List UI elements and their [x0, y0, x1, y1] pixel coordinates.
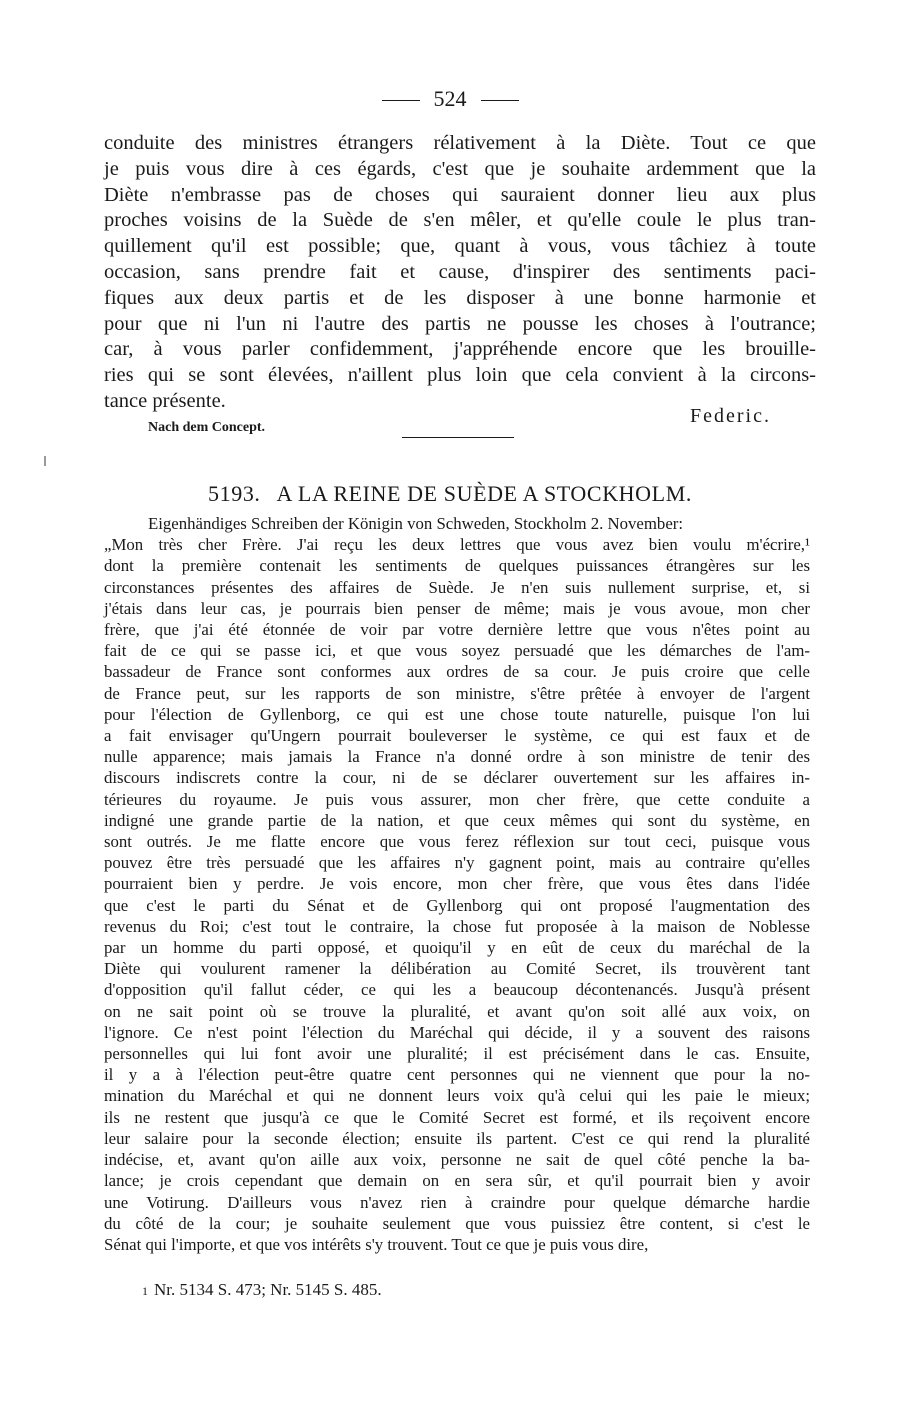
text-line: dont la première contenait les sentiments de quelques puissances étrangères sur les	[104, 556, 810, 576]
text-line: revenus du Roi; c'est tout le contraire, la chose fut proposée à la maison de Noblesse	[104, 916, 810, 936]
text-line: térieures du royaume. Je puis vous assurer, mon cher frère, que cette conduite a	[104, 789, 810, 809]
text-line: leur salaire pour la seconde élection; ensuite ils partent. C'est ce qui rend la pluralité	[104, 1128, 810, 1148]
text-line: pour que ni l'un ni l'autre des partis ne pousse les choses à l'outrance;	[104, 312, 816, 335]
footnote	[142, 1280, 382, 1300]
header-dash-right	[481, 100, 519, 101]
text-line: je puis vous dire à ces égards, c'est que je souhaite ardemment que la	[104, 157, 816, 180]
text-line: une Votirung. D'ailleurs vous n'avez rien à craindre pour quelque démarche hardie	[104, 1192, 810, 1212]
text-line: fiques aux deux partis et de les disposer à une bonne harmonie et	[104, 286, 816, 309]
footnote-text: Nr. 5134 S. 473; Nr. 5145 S. 485.	[154, 1280, 382, 1299]
text-line: conduite des ministres étrangers rélativement à la Diète. Tout ce que	[104, 132, 816, 154]
text-line: Sénat qui l'importe, et que vos intérêts s'y trouvent. Tout ce que je puis vous dire,	[104, 1234, 649, 1254]
text-line: d'opposition qu'il fallut céder, ce qui les a beaucoup décontenancés. Jusqu'à présent	[104, 980, 810, 1000]
text-line: pourraient bien y perdre. Je vois encore, mon cher frère, que vous êtes dans l'idée	[104, 874, 810, 894]
text-line: quillement qu'il est possible; que, quant à vous, vous tâchiez à toute	[104, 235, 816, 258]
text-line: tance présente.	[104, 389, 226, 412]
source-note: Nach dem Concept.	[148, 420, 266, 435]
header-dash-left	[382, 100, 420, 101]
text-line: proches voisins de la Suède de s'en mêler, et qu'elle coule le plus tran-	[104, 209, 816, 232]
text-line: du côté de la cour; je souhaite seulement que vous puissiez être content, si c'est le	[104, 1213, 810, 1233]
text-line: l'ignore. Ce n'est point l'élection du Maréchal qui décide, il y a souvent des raisons	[104, 1022, 810, 1042]
text-line: mination du Maréchal et qui ne donnent leurs voix qu'à celui qui les paie le mieux;	[104, 1086, 810, 1106]
text-line: circonstances présentes des affaires de Suède. Je n'en suis nullement surprise, et, si	[104, 577, 810, 597]
text-line: sont outrés. Je me flatte encore que vous ferez réflexion sur tout ceci, puisque vous	[104, 832, 810, 852]
text-line: de France peut, sur les rapports de son ministre, s'être prêtée à envoyer de l'argent	[104, 683, 810, 703]
page-number: 524	[433, 86, 467, 111]
text-line: fait de ce qui se passe ici, et que vous soyez persuadé que les démarches de l'am-	[104, 641, 810, 661]
letter-number: 5193.	[208, 481, 261, 506]
text-line: discours indiscrets contre la cour, ni de se déclarer ouvertement sur les affaires in-	[104, 768, 810, 788]
text-line: que c'est le parti du Sénat et de Gyllenborg qui ont proposé l'augmentation des	[104, 895, 810, 915]
section-separator	[402, 437, 514, 438]
footnote-mark: 1	[142, 1284, 148, 1298]
text-line: ries qui se sont élevées, n'aillent plus loin que cela convient à la circons-	[104, 364, 816, 387]
text-line: a fait envisager qu'Ungern pourrait bouleverser le système, ce qui est faux et de	[104, 726, 810, 746]
text-line: pouvez être très persuadé que les affaires n'y gagnent point, mais au contraire qu'elles	[104, 853, 810, 873]
text-line: personnelles qui lui font avoir une pluralité; il est précisément dans le cas. Ensuite,	[104, 1044, 810, 1064]
text-line: „Mon très cher Frère. J'ai reçu les deux lettres que vous avez bien voulu m'écrire,¹	[104, 535, 810, 555]
text-line: ils ne restent que jusqu'à ce que le Comité Secret est formé, et ils reçoivent encore	[104, 1107, 810, 1127]
text-line: indigné une grande partie de la nation, et que ceux mêmes qui sont du système, en	[104, 810, 810, 830]
continuation-paragraph	[104, 131, 816, 415]
text-line: Diète n'embrasse pas de choses qui sauraient donner lieu aux plus	[104, 183, 816, 206]
text-line: car, à vous parler confidemment, j'appréhende encore que les brouille-	[104, 338, 816, 361]
text-line: occasion, sans prendre fait et cause, d'inspirer des sentiments paci-	[104, 260, 816, 283]
text-line: Diète qui voulurent ramener la délibération au Comité Secret, ils trouvèrent tant	[104, 959, 810, 979]
text-line: par un homme du parti opposé, et quoiqu'il y en eût de ceux du maréchal de la	[104, 938, 810, 958]
text-line: frère, que j'ai été étonnée de voir par votre dernière lettre que vous n'êtes point au	[104, 620, 810, 640]
text-line: j'étais dans leur cas, je pourrais bien penser de même; mais je vous avoue, mon cher	[104, 598, 810, 618]
text-line: lance; je crois cependant que demain on en sera sûr, et qu'il pourrait bien y avoir	[104, 1171, 810, 1191]
letter-body	[104, 513, 810, 1255]
page-header	[0, 86, 900, 112]
text-line: bassadeur de France sont conformes aux ordres de sa cour. Je puis croire que celle	[104, 662, 810, 682]
text-line: on ne sait point où se trouve la pluralité, et avant qu'on soit allé aux voix, on	[104, 1001, 810, 1021]
signature: Federic.	[690, 405, 771, 427]
text-line: Eigenhändiges Schreiben der Königin von Schweden, Stockholm 2. November:	[148, 514, 684, 533]
text-line: nulle apparence; mais jamais la France n'a donné ordre à son ministre de tenir des	[104, 747, 810, 767]
text-line: pour l'élection de Gyllenborg, ce qui est une chose toute naturelle, puisque l'on lui	[104, 704, 810, 724]
text-line: il y a à l'élection peut-être quatre cent personnes qui ne viennent que pour la no-	[104, 1065, 810, 1085]
text-line: indécise, et, avant qu'on aille aux voix, personne ne sait de quel côté penche la ba-	[104, 1150, 810, 1170]
margin-mark	[44, 456, 46, 466]
letter-title: A LA REINE DE SUÈDE A STOCKHOLM.	[276, 481, 692, 506]
letter-heading	[0, 481, 900, 507]
